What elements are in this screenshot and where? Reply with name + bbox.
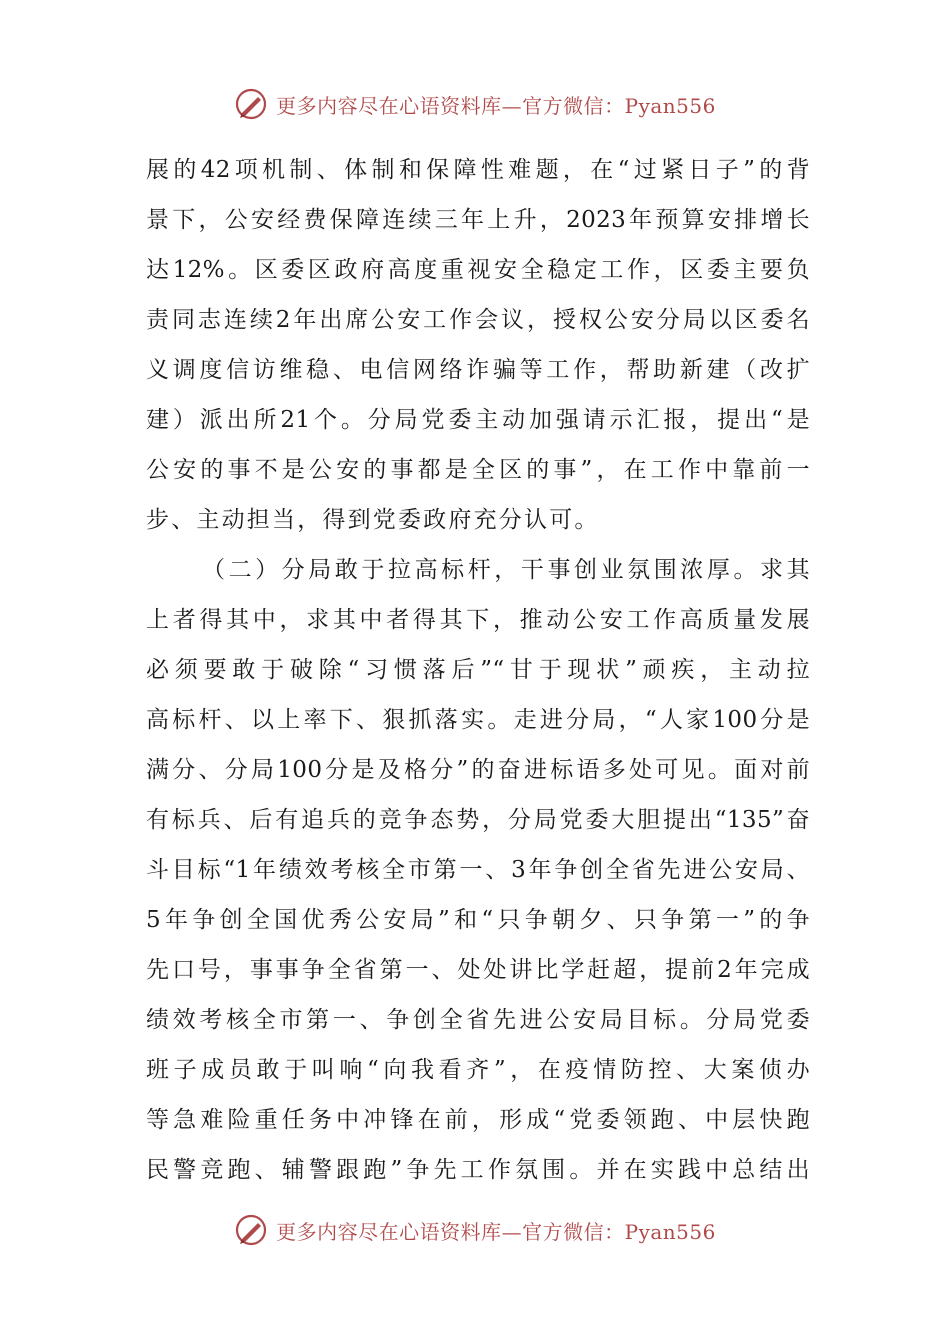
body-line: 步、主动担当，得到党委政府充分认可。 (146, 507, 600, 533)
body-line: 斗目标“1年绩效考核全市第一、3年争创全省先进公安局、 (146, 857, 810, 883)
body-line: 责同志连续2年出席公安工作会议，授权公安分局以区委名 (146, 307, 810, 333)
body-line: 班子成员敢于叫响“向我看齐”，在疫情防控、大案侦办 (146, 1057, 810, 1083)
section-heading-line: （二）分局敢于拉高标杆，干事创业氛围浓厚。求其 (202, 557, 810, 583)
footer-banner-text: 更多内容尽在心语资料库—官方微信：Pyan556 (276, 1219, 716, 1244)
body-line: 建）派出所21个。分局党委主动加强请示汇报，提出“是 (146, 407, 810, 433)
body-line: 民警竞跑、辅警跟跑”争先工作氛围。并在实践中总结出 (146, 1157, 810, 1183)
body-line: 公安的事不是公安的事都是全区的事”，在工作中靠前一 (146, 457, 810, 483)
header-banner-text: 更多内容尽在心语资料库—官方微信：Pyan556 (276, 93, 716, 118)
body-line: 先口号，事事争全省第一、处处讲比学赶超，提前2年完成 (146, 957, 810, 983)
body-line: 有标兵、后有追兵的竞争态势，分局党委大胆提出“135”奋 (146, 807, 810, 833)
footer-banner (0, 1210, 950, 1250)
body-line: 等急难险重任务中冲锋在前，形成“党委领跑、中层快跑 (146, 1107, 810, 1133)
body-line: 必须要敢于破除“习惯落后”“甘于现状”顽疾，主动拉 (146, 657, 810, 683)
pen-circle-logo-icon (234, 87, 268, 121)
body-line: 上者得其中，求其中者得其下，推动公安工作高质量发展 (146, 607, 810, 633)
header-banner (0, 84, 950, 124)
body-line: 5年争创全国优秀公安局”和“只争朝夕、只争第一”的争 (146, 907, 810, 933)
body-line: 绩效考核全市第一、争创全省先进公安局目标。分局党委 (146, 1007, 810, 1033)
body-line: 展的42项机制、体制和保障性难题，在“过紧日子”的背 (146, 157, 810, 183)
body-line: 满分、分局100分是及格分”的奋进标语多处可见。面对前 (146, 757, 810, 783)
body-line: 高标杆、以上率下、狠抓落实。走进分局，“人家100分是 (146, 707, 810, 733)
body-line: 义调度信访维稳、电信网络诈骗等工作，帮助新建（改扩 (146, 357, 810, 383)
pen-circle-logo-icon (234, 1213, 268, 1247)
body-line: 达12%。区委区政府高度重视安全稳定工作，区委主要负 (146, 257, 810, 283)
body-line: 景下，公安经费保障连续三年上升，2023年预算安排增长 (146, 207, 810, 233)
document-body (146, 145, 810, 1195)
